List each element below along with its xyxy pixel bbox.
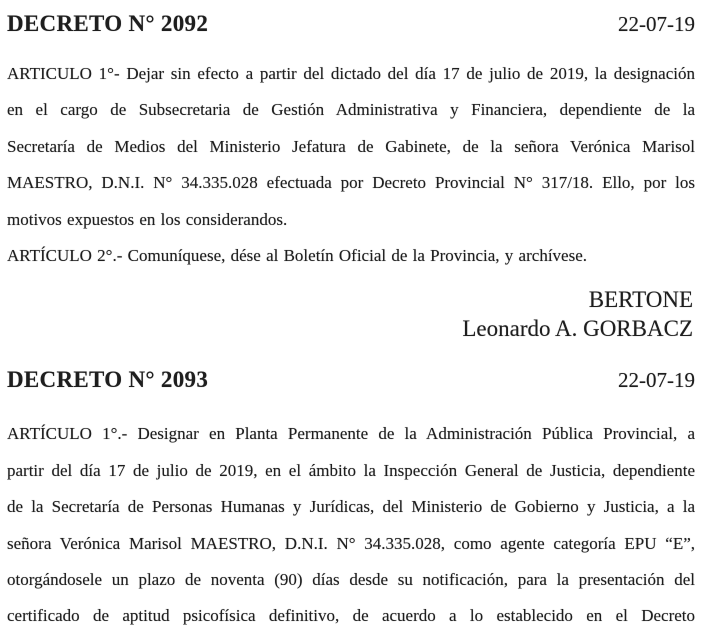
decree-2092-header [7,11,695,39]
decree-2092-title: DECRETO N° 2092 [7,11,209,36]
decree-2093-date: 22-07-19 [618,368,695,393]
decree-2093-title: DECRETO N° 2093 [7,367,209,393]
decree-2093-header [7,367,695,395]
decree-line: motivos expuestos en los considerandos. [7,209,288,229]
decree-2092-signatures [7,286,695,343]
decree-line: otorgándosele un plazo de noventa (90) días desde su notificación, para la presentación del [7,570,695,590]
decree-2092-body [7,56,695,274]
decree-line: ARTÍCULO 2°.- Comuníquese, dése al Boletín Oficial de la Provincia, y archívese. [7,246,587,266]
decree-line: partir del día 17 de julio de 2019, en el ámbito la Inspección General de Justicia, dependiente [7,460,695,480]
decree-2093-body [7,416,695,634]
signature-name: BERTONE [588,287,693,313]
decree-line: ARTICULO 1°- Dejar sin efecto a partir del dictado del día 17 de julio de 2019, la designación [7,64,695,83]
decree-line: señora Verónica Marisol MAESTRO, D.N.I. N° 34.335.028, como agente categoría EPU “E”, [7,533,695,553]
decree-line: de la Secretaría de Personas Humanas y Jurídicas, del Ministerio de Gobierno y Justicia, a la [7,497,695,517]
decree-2092-date: 22-07-19 [618,12,695,36]
decree-line: ARTÍCULO 1°.- Designar en Planta Permanente de la Administración Pública Provincial, a [7,424,695,444]
signature-name: Leonardo A. GORBACZ [462,315,693,341]
decree-line: Secretaría de Medios del Ministerio Jefatura de Gabinete, de la señora Verónica Marisol [7,136,695,156]
decree-line: en el cargo de Subsecretaria de Gestión Administrativa y Financiera, dependiente de la [7,100,695,120]
decree-line: MAESTRO, D.N.I. N° 34.335.028 efectuada por Decreto Provincial N° 317/18. Ello, por los [7,173,695,193]
decree-line: certificado de aptitud psicofísica definitivo, de acuerdo a lo establecido en el Decreto [7,606,695,626]
